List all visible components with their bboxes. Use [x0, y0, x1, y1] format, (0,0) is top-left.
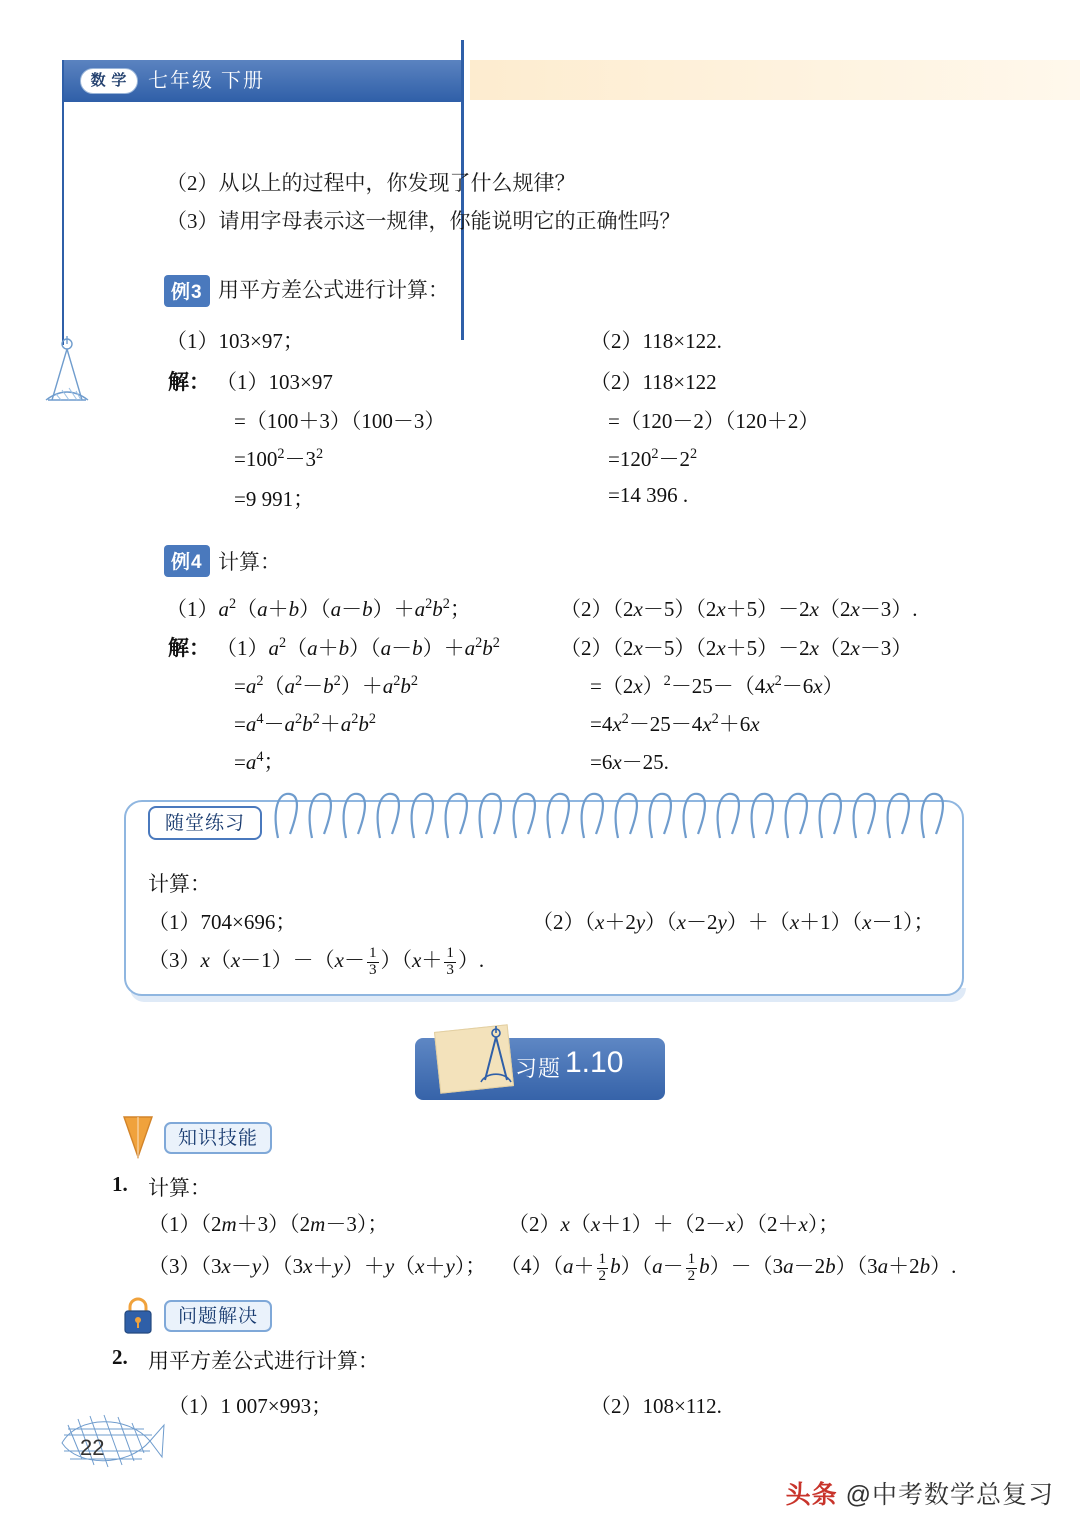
problem-item-1: （1）1 007×993；: [168, 1394, 333, 1418]
exercise-number: 1.10: [565, 1046, 624, 1079]
compass-decoration-icon: [36, 330, 98, 410]
section-tag-knowledge: 知识技能: [164, 1122, 272, 1154]
example-4-left-line-4: $=a^4$；: [234, 749, 285, 774]
watermark-text: @中考数学总复习: [845, 1481, 1054, 1509]
subject-badge: 数 学: [80, 68, 138, 94]
left-rule: [62, 60, 64, 345]
practice-title: 随堂练习: [148, 806, 262, 840]
example-4-right-line-4: =6x－25.: [590, 750, 669, 774]
spiral-binding-icon: [272, 788, 962, 844]
example-4-right-line-1: （2）（2x－5）（2x＋5）－2x（2x－3）: [560, 636, 913, 660]
example-4-problem-1: $(1)a^2(a+b)(a-b)+a^2b^2$；: [166, 596, 471, 621]
knowledge-number: 1.: [112, 1172, 128, 1196]
knowledge-instruction: 计算：: [148, 1176, 211, 1200]
watermark: [786, 1475, 1054, 1511]
watermark-logo: 头条: [785, 1481, 838, 1509]
example-4-right-line-2: $=(2x)^2-25-(4x^2-6x)$: [590, 673, 844, 698]
example-4-left-line-1: $(1)a^2(a+b)(a-b)+a^2b^2$: [216, 635, 500, 660]
practice-item-2: （2）（x＋2y）（x－2y）＋（x＋1）（x－1）；: [532, 910, 935, 934]
problem-number: 2.: [112, 1345, 128, 1369]
example-3-title: 用平方差公式进行计算：: [218, 278, 449, 302]
fish-decoration-icon: [58, 1405, 168, 1485]
example-3-problem-1: （1）103×97；: [166, 329, 304, 353]
grade-label: 七年级 下册: [148, 70, 265, 92]
problem-item-2: （2）108×112.: [590, 1394, 722, 1418]
example-4-solution-label: 解：: [168, 636, 210, 660]
example-4-right-line-3: $=4x^2-25-4x^2+6x$: [590, 711, 760, 736]
exercise-label: 习题: [515, 1056, 562, 1081]
lock-icon: [118, 1295, 158, 1339]
knowledge-item-4: （4）（a＋ $\frac{1}{2}$ b）（a－ $\frac{1}{2}$ b）－（3a－2b）（3a＋2b）.: [500, 1250, 957, 1284]
pennant-icon: [118, 1113, 158, 1163]
example-4-left-line-2: $=a^2(a^2-b^2)+a^2b^2$: [234, 673, 419, 698]
example-3-right-line-1: （2）118×122: [590, 370, 717, 394]
page-number: 22: [80, 1435, 105, 1460]
example-4-left-line-3: $=a^4-a^2b^2+a^2b^2$: [234, 711, 377, 736]
example-3-left-line-1: （1）103×97: [216, 370, 333, 394]
question-3: （3）请用字母表示这一规律，你能说明它的正确性吗？: [166, 209, 681, 233]
example-3-tag: 例3: [164, 275, 210, 307]
example-4-tag: 例4: [164, 545, 210, 577]
practice-item-3: （3）x（x－1）－（x－ $\frac{1}{3}$ ）（x＋ $\frac{1}{3}$ ）.: [148, 944, 485, 978]
example-3-right-line-2: =（120－2）（120＋2）: [608, 409, 820, 433]
example-3-left-line-2: =（100＋3）（100－3）: [234, 409, 446, 433]
example-4-title: 计算：: [218, 550, 281, 574]
exercise-banner: [415, 1038, 665, 1100]
problem-instruction: 用平方差公式进行计算：: [148, 1349, 379, 1373]
header-bar: [62, 60, 462, 102]
example-4-problem-2: （2）（2x－5）（2x＋5）－2x（2x－3）.: [560, 597, 918, 621]
example-3-problem-2: （2）118×122.: [590, 329, 722, 353]
banner-compass-icon: [473, 1024, 519, 1094]
practice-item-1: （1）704×696；: [148, 910, 297, 934]
knowledge-item-1: （1）（2m＋3）（2m－3）；: [148, 1212, 389, 1236]
question-2: （2）从以上的过程中，你发现了什么规律？: [166, 171, 576, 195]
practice-instruction: 计算：: [148, 872, 211, 896]
knowledge-item-2: （2）x（x＋1）＋（2－x）（2＋x）；: [508, 1212, 840, 1236]
example-3-solution-label: 解：: [168, 370, 210, 394]
example-3-right-line-4: =14 396 .: [608, 483, 689, 507]
example-3-left-line-3: $=100^2-3^2$: [234, 446, 324, 471]
section-tag-problem-solving: 问题解决: [164, 1300, 272, 1332]
header-accent-bar: [470, 60, 1080, 100]
knowledge-item-3: （3）（3x－y）（3x＋y）＋y（x＋y）；: [148, 1254, 487, 1278]
example-3-left-line-4: =9 991；: [234, 487, 315, 511]
example-3-right-line-3: $=120^2-2^2$: [608, 446, 698, 471]
